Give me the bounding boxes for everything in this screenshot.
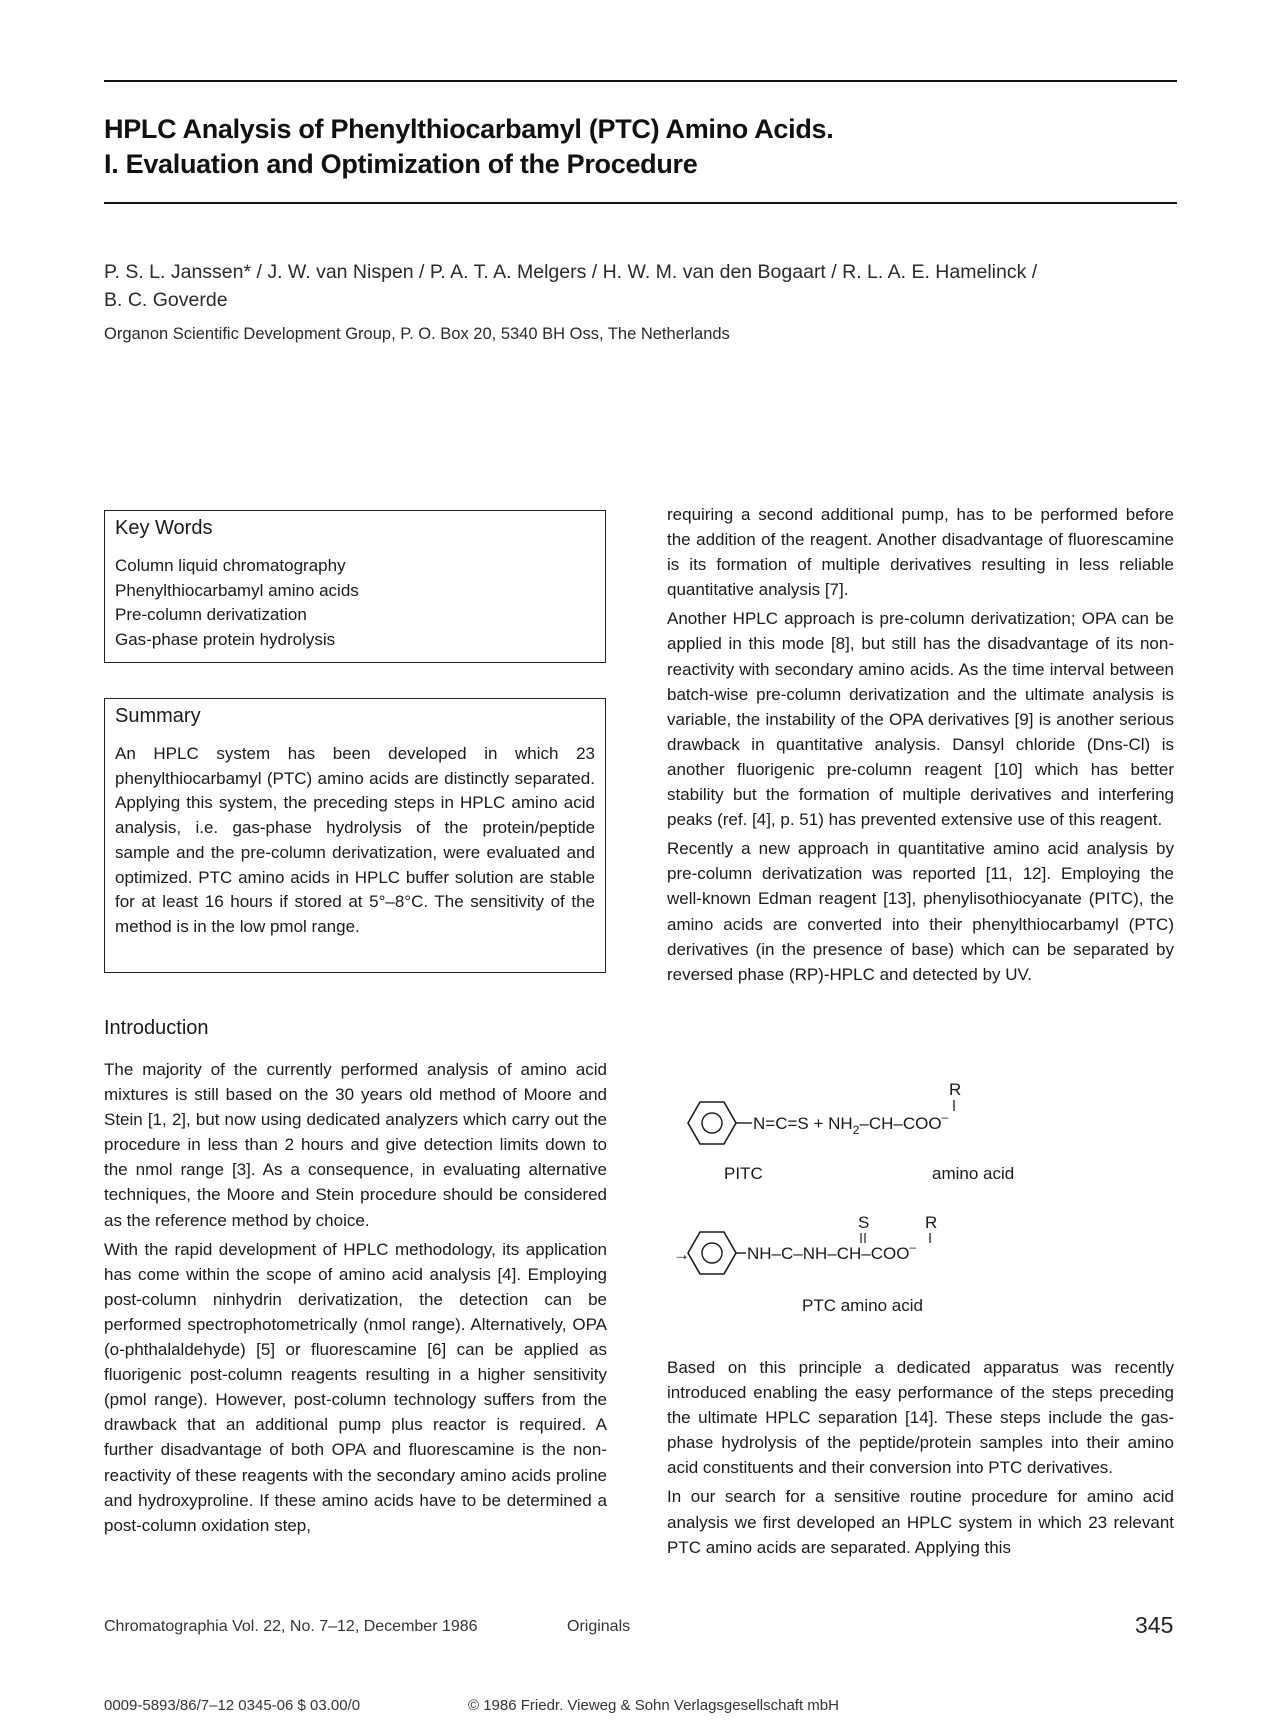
right-column-text-top [667, 502, 1174, 991]
summary-text: An HPLC system has been developed in which 23 phenylthiocarbamyl (PTC) amino acids are distinctly separated. Applying this system, the preceding steps in HPLC amino acid analysis, i.e. gas-phase hydrolysis of the protein/peptide sample and the pre-column derivatization, were evaluated and optimized. PTC amino acids in HPLC buffer solution are stable for at least 16 hours if stored at 5°–8°C. The sensitivity of the method is in the low pmol range. [115, 744, 595, 936]
key-word-item: Pre-column derivatization [115, 605, 307, 624]
charge-minus: – [941, 1110, 949, 1124]
intro-paragraph: With the rapid development of HPLC methodology, its application has come within the scope of amino acid analysis [4]. Employing post-column ninhydrin derivatization, the detection can be performed spectrophotometrically (nmol range). Alternatively, OPA (o-phthalaldehyde) [5] or fluorescamine [6] can be applied as fluorigenic post-column reagents resulting in a higher sensitivity (pmol range). However, post-column technology suffers from the drawback that an additional pump plus reactor is required. A further disadvantage of both OPA and fluorescamine is the non-reactivity of these reagents with the secondary amino acids proline and hydroxyproline. If these amino acids have to be determined a post-column oxidation step, [104, 1239, 607, 1535]
scheme-product-line [747, 1240, 916, 1263]
footer-section: Originals [567, 1618, 631, 1635]
top-rule [104, 80, 1177, 82]
charge-minus: – [909, 1240, 917, 1254]
article-title [104, 112, 1164, 182]
body-paragraph: Another HPLC approach is pre-column derivatization; OPA can be applied in this mode [8], but still has the disadvantage of its non-reactivity with secondary amino acids. As the time interval between batch-wise pre-column derivatization and the ultimate analysis is variable, the instability of the OPA derivatives [9] is another serious drawback in quantitative analysis. Dansyl chloride (Dns-Cl) is another fluorigenic pre-column reagent [10] which has better stability but the formation of multiple derivatives and interfering peaks (ref. [4], p. 51) has prevented extensive use of this reagent. [667, 609, 1174, 830]
reactant-formula: N=C=S + NH [753, 1114, 853, 1133]
title-bottom-rule [104, 202, 1177, 204]
body-paragraph: In our search for a sensitive routine procedure for amino acid analysis we first developed an HPLC system in which 23 relevant PTC amino acids are separated. Applying this [667, 1487, 1174, 1557]
key-words-list [115, 554, 595, 652]
title-line-2: I. Evaluation and Optimization of the Procedure [104, 149, 698, 179]
body-paragraph: Based on this principle a dedicated apparatus was recently introduced enabling the easy performance of the steps preceding the ultimate HPLC separation [14]. These steps include the gas-phase hydrolysis of the peptide/protein samples into their amino acid constituents and their conversion into PTC derivatives. [667, 1358, 1174, 1478]
introduction-heading: Introduction [104, 1017, 209, 1039]
authors-line-1: P. S. L. Janssen* / J. W. van Nispen / P. A. T. A. Melgers / H. W. M. van den Bogaart / R. L. A. E. Hamelinck / [104, 261, 1038, 283]
author-list [104, 258, 1174, 314]
product-formula: NH–C–NH–CH–COO [747, 1244, 910, 1263]
key-word-item: Gas-phase protein hydrolysis [115, 629, 336, 649]
scheme-s-label: S [858, 1213, 870, 1232]
right-column-text-bottom [667, 1355, 1174, 1564]
left-column-text [104, 1057, 607, 1542]
affiliation: Organon Scientific Development Group, P. O. Box 20, 5340 BH Oss, The Netherlands [104, 325, 730, 343]
scheme-arrow: → [673, 1245, 690, 1264]
body-paragraph: Recently a new approach in quantitative amino acid analysis by pre-column derivatization was reported [11, 12]. Employing the well-known Edman reagent [13], phenylisothiocyanate (PITC), the amino acids are converted into their phenylthiocarbamyl (PTC) derivatives (in the presence of base) which can be separated by reversed phase (RP)-HPLC and detected by UV. [667, 839, 1174, 984]
scheme-reactant-line [753, 1110, 949, 1137]
reaction-scheme [673, 1075, 1120, 1325]
summary-box [104, 698, 606, 973]
reactant-tail: –CH–COO [859, 1114, 942, 1133]
page-number: 345 [1135, 1612, 1174, 1638]
scheme-label-amino-acid: amino acid [932, 1164, 1015, 1183]
key-word-item: Column liquid chromatography [115, 556, 346, 575]
scheme-label-ptc: PTC amino acid [802, 1296, 923, 1315]
body-paragraph: requiring a second additional pump, has to be performed before the addition of the reagent. Another disadvantage of fluorescamine is its formation of multiple derivatives resulting in less reliable quantitative analysis [7]. [667, 505, 1174, 600]
key-words-heading: Key Words [115, 517, 213, 539]
scheme-r-label-1: R [949, 1080, 962, 1099]
scheme-label-pitc: PITC [724, 1164, 763, 1183]
key-word-item: Phenylthiocarbamyl amino acids [115, 580, 359, 600]
benzene-ring-icon [688, 1232, 736, 1274]
intro-paragraph: The majority of the currently performed analysis of amino acid mixtures is still based on the 30 years old method of Moore and Stein [1, 2], but now using dedicated analyzers which carry out the procedure in less than 2 hours and give detection limits down to the nmol range [3]. As a consequence, in evaluating alternative techniques, the Moore and Stein procedure should be considered as the reference method by choice. [104, 1060, 607, 1230]
footer-code: 0009-5893/86/7–12 0345-06 $ 03.00/0 [104, 1697, 361, 1714]
footer-copyright: © 1986 Friedr. Vieweg & Sohn Verlagsgesellschaft mbH [468, 1697, 839, 1714]
benzene-ring-icon [688, 1102, 736, 1144]
authors-line-2: B. C. Goverde [104, 289, 228, 311]
scheme-r-label-2: R [925, 1213, 938, 1232]
title-line-1: HPLC Analysis of Phenylthiocarbamyl (PTC) Amino Acids. [104, 114, 834, 144]
footer-journal: Chromatographia Vol. 22, No. 7–12, December 1986 [104, 1618, 478, 1635]
summary-heading: Summary [115, 705, 201, 727]
key-words-box [104, 510, 606, 663]
subscript-2: 2 [852, 1123, 860, 1137]
